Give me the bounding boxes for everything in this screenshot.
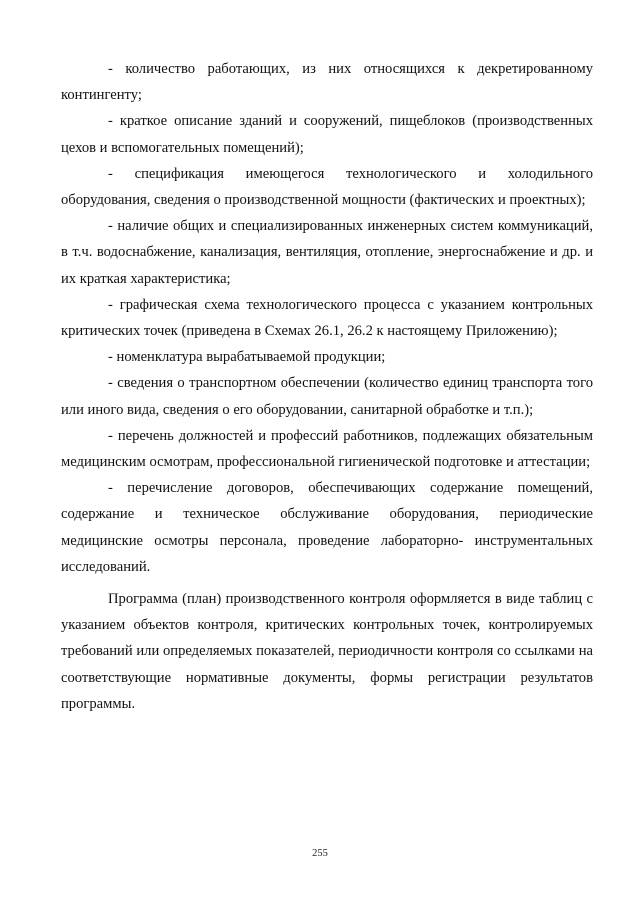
list-item-process-scheme: - графическая схема технологического процесса с указанием контрольных критических точек (приведена в Схемах 26.1, 26.2 к настоящему Приложению);: [61, 296, 593, 340]
program-paragraph: Программа (план) производственного контроля оформляется в виде таблиц с указанием объектов контроля, критических контрольных точек, контролируемых требований или определяемых показателей, периодичности контроля со ссылками на соответствующие нормативные документы, формы регистрации результатов программы.: [61, 591, 593, 712]
list-item-medical-exams: - перечень должностей и профессий работников, подлежащих обязательным медицинским осмотрам, профессиональной гигиенической подготовке и аттестации;: [61, 427, 593, 471]
page-number: 255: [312, 848, 328, 859]
list-item-engineering-systems: - наличие общих и специализированных инженерных систем коммуникаций, в т.ч. водоснабжение, канализация, вентиляция, отопление, энергоснабжение и др. и их краткая характеристика;: [61, 218, 593, 287]
list-item-buildings: - краткое описание зданий и сооружений, пищеблоков (производственных цехов и вспомогательных помещений);: [61, 113, 593, 156]
list-item-equipment: - спецификация имеющегося технологического и холодильного оборудования, сведения о производственной мощности (фактических и проектных);: [61, 165, 593, 209]
list-item-contracts: - перечисление договоров, обеспечивающих содержание помещений, содержание и техническое обслуживание оборудования, периодические медицинские осмотры персонала, проведение лабораторно- инструментальных исследований.: [61, 480, 593, 575]
document-page: [61, 56, 593, 717]
list-item-products: - номенклатура вырабатываемой продукции;: [108, 349, 386, 366]
list-item-transport: - сведения о транспортном обеспечении (количество единиц транспорта того или иного вида, сведения о его оборудовании, санитарной обработке и т.п.);: [61, 375, 593, 418]
list-item-employees: - количество работающих, из них относящихся к декретированному контингенту;: [61, 61, 593, 104]
